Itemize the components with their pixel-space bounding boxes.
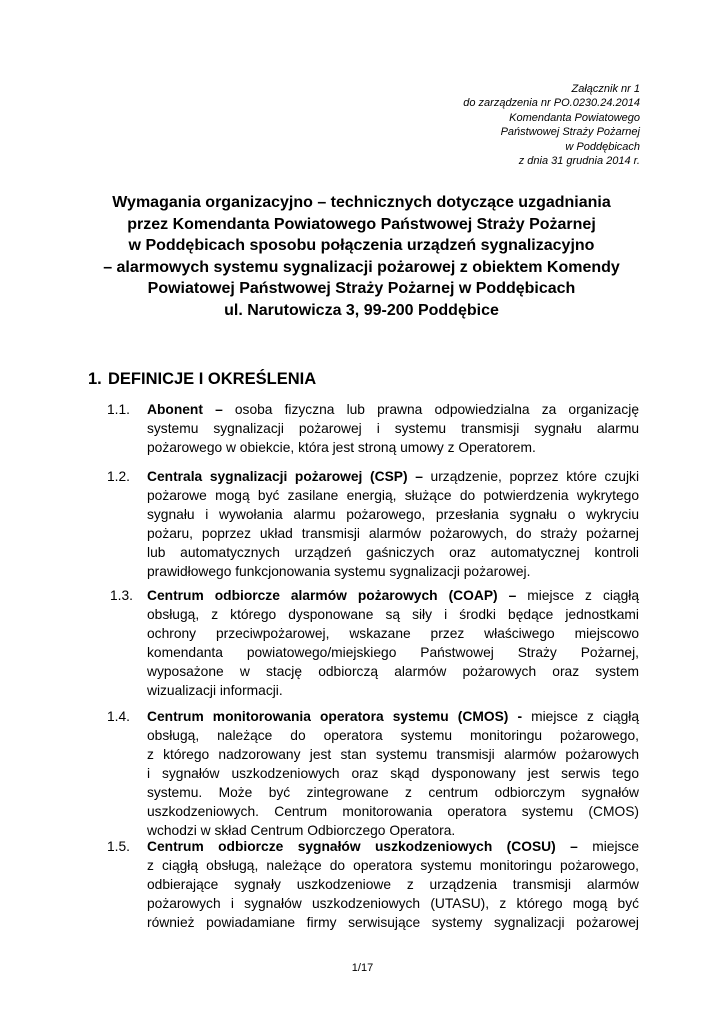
item-number: 1.5. [107, 839, 131, 854]
item-text: pożaru, poprzez układ transmisji alarmów pożarowych, do straży pożarnej [147, 526, 639, 541]
item-body [147, 586, 639, 700]
item-text: lub automatycznych urządzeń gaśniczych oraz automatycznej kontroli [147, 545, 639, 560]
item-text: urządzenie, poprzez które czujki [422, 469, 640, 484]
document-title [70, 192, 653, 322]
item-body [147, 400, 639, 457]
section-title: DEFINICJE I OKREŚLENIA [108, 370, 317, 388]
item-body [147, 707, 639, 840]
title-line: Wymagania organizacyjno – technicznych dotyczące uzgadniania [112, 194, 611, 211]
item-text: odbierające sygnały uszkodzeniowe z urządzenia transmisji alarmów [147, 877, 639, 892]
item-number: 1.4. [107, 709, 131, 724]
item-term: Centrum odbiorcze sygnałów uszkodzeniowych (COSU) – [147, 839, 578, 854]
item-term: Centrala sygnalizacji pożarowej (CSP) – [147, 469, 423, 484]
page-number: 1/17 [351, 962, 374, 974]
item-text: osoba fizyczna lub prawna odpowiedzialna za organizację [222, 402, 639, 417]
item-text: z którego nadzorowany jest stan systemu transmisji alarmów pożarowych [147, 747, 639, 762]
attachment-line: w Poddębicach [565, 140, 640, 153]
item-number: 1.1. [107, 402, 131, 417]
item-text: miejsce [577, 839, 639, 854]
attachment-line: Załącznik nr 1 [571, 83, 640, 95]
item-text: uszkodzeniowych. Centrum monitorowania operatora systemu (CMOS) [147, 804, 639, 819]
item-text: sygnału i wywołania alarmu pożarowego, przesłania sygnału o wykryciu [147, 507, 639, 522]
item-text: obsługą, z którego dysponowane są siły i środki będące jednostkami [147, 607, 639, 622]
item-text: miejsce z ciągłą [516, 588, 639, 603]
item-text: wyposażone w stację odbiorczą alarmów pożarowych oraz system [147, 664, 639, 679]
item-term: Centrum odbiorcze alarmów pożarowych (COAP) – [147, 588, 517, 603]
item-number: 1.3. [110, 588, 134, 603]
attachment-line: Komendanta Powiatowego [509, 111, 640, 124]
item-body [147, 837, 639, 932]
item-text: i sygnałów uszkodzeniowych oraz skąd dysponowany jest serwis tego [147, 766, 639, 781]
item-text: również powiadamiane firmy serwisujące systemy sygnalizacji pożarowej [147, 915, 639, 930]
item-text: z ciągłą obsługą, należące do operatora systemu monitoringu pożarowego, [147, 858, 639, 873]
item-term: Centrum monitorowania operatora systemu (CMOS) - [147, 709, 523, 724]
item-text: wizualizacji informacji. [147, 683, 283, 698]
item-text: komendanta powiatowego/miejskiego Państwowej Straży Pożarnej, [147, 645, 639, 660]
item-text: ochrony przeciwpożarowej, wskazane przez właściwego miejscowo [147, 626, 639, 641]
item-term: Abonent – [147, 402, 223, 417]
item-text: obsługą, należące do operatora systemu monitoringu pożarowego, [147, 728, 639, 743]
title-line: Powiatowej Państwowej Straży Pożarnej w Poddębicach [147, 280, 576, 298]
item-text: miejsce z ciągłą [522, 709, 640, 724]
item-body [147, 467, 639, 581]
title-line: – alarmowych systemu sygnalizacji pożarowej z obiektem Komendy [103, 258, 620, 276]
section-heading [88, 368, 316, 390]
item-text: pożarowe mogą być zasilane energią, służące do potwierdzenia wykrytego [147, 488, 639, 503]
item-text: wchodzi w skład Centrum Odbiorczego Operatora. [147, 823, 456, 838]
title-line: ul. Narutowicza 3, 99-200 Poddębice [224, 301, 499, 319]
item-number: 1.2. [107, 469, 131, 484]
attachment-line: do zarządzenia nr PO.0230.24.2014 [463, 97, 640, 110]
title-line: przez Komendanta Powiatowego Państwowej Straży Pożarnej [127, 215, 596, 233]
item-text: pożarowego w obiekcie, która jest stroną umowy z Operatorem. [147, 440, 536, 455]
title-line: w Poddębicach sposobu połączenia urządzeń sygnalizacyjno [128, 237, 595, 255]
attachment-note [463, 82, 640, 168]
item-text: pożarowych i sygnałów uszkodzeniowych (UTASU), z którego mogą być [147, 896, 639, 911]
attachment-line: Państwowej Straży Pożarnej [500, 126, 640, 139]
item-text: systemu sygnalizacji pożarowej i systemu transmisji sygnału alarmu [147, 421, 639, 436]
attachment-line: z dnia 31 grudnia 2014 r. [518, 155, 640, 168]
section-number: 1. [88, 370, 102, 388]
item-text: systemu. Może być zintegrowane z centrum odbiorczym sygnałów [147, 785, 639, 800]
item-text: prawidłowego funkcjonowania systemu sygnalizacji pożarowej. [147, 564, 531, 579]
